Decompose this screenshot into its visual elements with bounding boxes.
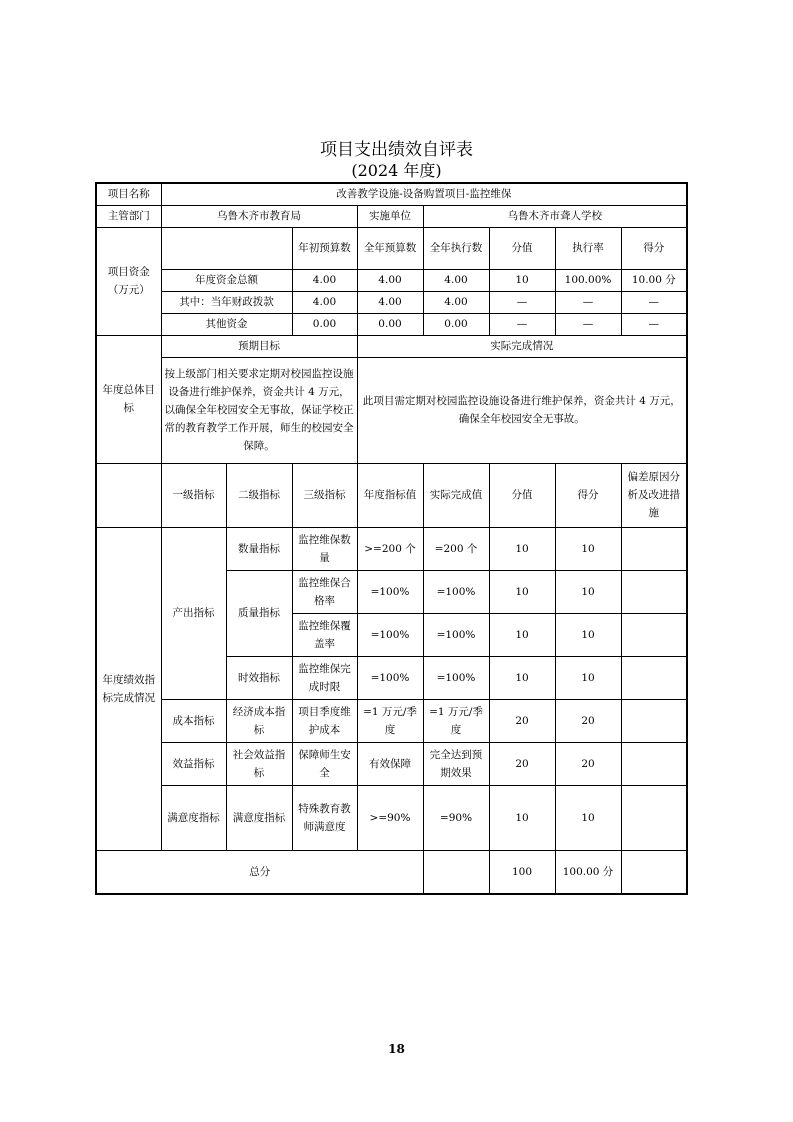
funds-cell: 0.00 xyxy=(423,313,489,335)
actual-value: =100% xyxy=(423,570,489,613)
funds-cell: — xyxy=(555,313,621,335)
actual-value: =1 万元/季度 xyxy=(423,699,489,742)
funds-header: 全年执行数 xyxy=(423,227,489,269)
indicators-header: 三级指标 xyxy=(292,463,357,527)
got-value: 20 xyxy=(555,742,621,785)
got-value: 10 xyxy=(555,785,621,850)
indicator-row xyxy=(96,742,687,785)
l3-indicator: 保障师生安全 xyxy=(292,742,357,785)
target-value: =1 万元/季度 xyxy=(357,699,423,742)
funds-cell: 4.00 xyxy=(292,291,357,313)
actual-value: =100% xyxy=(423,613,489,656)
funds-row xyxy=(96,291,687,313)
indicators-header-blank xyxy=(96,463,161,527)
indicators-label: 年度绩效指标完成情况 xyxy=(96,527,161,850)
indicator-row xyxy=(96,527,687,570)
dept-label: 主管部门 xyxy=(96,205,161,227)
indicators-header: 得分 xyxy=(555,463,621,527)
social-benefit-label: 社会效益指标 xyxy=(226,742,292,785)
total-score: 100 xyxy=(489,850,555,894)
target-value: >=200 个 xyxy=(357,527,423,570)
goals-label: 年度总体目标 xyxy=(96,335,161,463)
target-value: >=90% xyxy=(357,785,423,850)
expected-header: 预期目标 xyxy=(161,335,357,357)
deviation-note xyxy=(621,570,687,613)
indicators-header: 年度指标值 xyxy=(357,463,423,527)
got-value: 20 xyxy=(555,699,621,742)
funds-header-row xyxy=(96,227,687,269)
indicators-header-row xyxy=(96,463,687,527)
total-row xyxy=(96,850,687,894)
funds-cell: 10.00 分 xyxy=(621,269,687,291)
total-got: 100.00 分 xyxy=(555,850,621,894)
dept-row xyxy=(96,205,687,227)
actual-header: 实际完成情况 xyxy=(357,335,687,357)
total-label: 总分 xyxy=(96,850,423,894)
score-value: 10 xyxy=(489,656,555,699)
funds-row xyxy=(96,313,687,335)
unit-value: 乌鲁木齐市聋人学校 xyxy=(423,205,687,227)
output-indicator-label: 产出指标 xyxy=(161,527,226,699)
funds-label: 项目资金（万元） xyxy=(96,227,161,335)
deviation-note xyxy=(621,527,687,570)
indicators-header: 实际完成值 xyxy=(423,463,489,527)
page-title: 项目支出绩效自评表 xyxy=(320,140,473,160)
funds-cell: — xyxy=(489,313,555,335)
score-value: 20 xyxy=(489,742,555,785)
l3-indicator: 项目季度维护成本 xyxy=(292,699,357,742)
actual-value: 完全达到预期效果 xyxy=(423,742,489,785)
funds-cell: 4.00 xyxy=(423,291,489,313)
total-blank xyxy=(423,850,489,894)
indicators-header: 偏差原因分析及改进措施 xyxy=(621,463,687,527)
quantity-indicator-label: 数量指标 xyxy=(226,527,292,570)
got-value: 10 xyxy=(555,527,621,570)
funds-header-blank xyxy=(161,227,292,269)
target-value: =100% xyxy=(357,656,423,699)
indicators-header: 二级指标 xyxy=(226,463,292,527)
indicator-row xyxy=(96,699,687,742)
satisfaction-indicator-label: 满意度指标 xyxy=(161,785,226,850)
actual-value: =200 个 xyxy=(423,527,489,570)
actual-value: =90% xyxy=(423,785,489,850)
funds-row-label: 其中：当年财政拨款 xyxy=(161,291,292,313)
funds-cell: — xyxy=(621,291,687,313)
cost-indicator-label: 成本指标 xyxy=(161,699,226,742)
indicators-header: 分值 xyxy=(489,463,555,527)
funds-cell: 4.00 xyxy=(357,269,423,291)
funds-cell: 4.00 xyxy=(292,269,357,291)
target-value: =100% xyxy=(357,613,423,656)
got-value: 10 xyxy=(555,613,621,656)
l3-indicator: 监控维保合格率 xyxy=(292,570,357,613)
funds-header: 得分 xyxy=(621,227,687,269)
score-value: 10 xyxy=(489,785,555,850)
economic-cost-label: 经济成本指标 xyxy=(226,699,292,742)
funds-cell: — xyxy=(489,291,555,313)
project-name-value: 改善教学设施-设备购置项目-监控维保 xyxy=(161,183,687,205)
total-note xyxy=(621,850,687,894)
page-subtitle: (2024 年度) xyxy=(351,161,442,180)
funds-header: 年初预算数 xyxy=(292,227,357,269)
score-value: 10 xyxy=(489,613,555,656)
timeliness-indicator-label: 时效指标 xyxy=(226,656,292,699)
deviation-note xyxy=(621,699,687,742)
score-value: 20 xyxy=(489,699,555,742)
funds-row-label: 年度资金总额 xyxy=(161,269,292,291)
funds-cell: 10 xyxy=(489,269,555,291)
got-value: 10 xyxy=(555,570,621,613)
l3-indicator: 监控维保完成时限 xyxy=(292,656,357,699)
funds-cell: 100.00% xyxy=(555,269,621,291)
satisfaction-l2-label: 满意度指标 xyxy=(226,785,292,850)
target-value: =100% xyxy=(357,570,423,613)
dept-value: 乌鲁木齐市教育局 xyxy=(161,205,357,227)
performance-table xyxy=(95,182,688,895)
funds-header: 全年预算数 xyxy=(357,227,423,269)
deviation-note xyxy=(621,656,687,699)
l3-indicator: 特殊教育教师满意度 xyxy=(292,785,357,850)
funds-cell: — xyxy=(621,313,687,335)
project-name-label: 项目名称 xyxy=(96,183,161,205)
funds-header: 执行率 xyxy=(555,227,621,269)
benefit-indicator-label: 效益指标 xyxy=(161,742,226,785)
got-value: 10 xyxy=(555,656,621,699)
quality-indicator-label: 质量指标 xyxy=(226,570,292,656)
indicator-row xyxy=(96,785,687,850)
funds-cell: — xyxy=(555,291,621,313)
target-value: 有效保障 xyxy=(357,742,423,785)
actual-value: =100% xyxy=(423,656,489,699)
funds-row xyxy=(96,269,687,291)
funds-row-label: 其他资金 xyxy=(161,313,292,335)
l3-indicator: 监控维保数量 xyxy=(292,527,357,570)
actual-goal-text: 此项目需定期对校园监控设施设备进行维护保养，资金共计 4 万元，确保全年校园安全无事故。 xyxy=(357,357,687,463)
deviation-note xyxy=(621,613,687,656)
funds-cell: 0.00 xyxy=(357,313,423,335)
indicators-header: 一级指标 xyxy=(161,463,226,527)
funds-cell: 0.00 xyxy=(292,313,357,335)
goals-header-row xyxy=(96,335,687,357)
unit-label: 实施单位 xyxy=(357,205,423,227)
expected-goal-text: 按上级部门相关要求定期对校园监控设施设备进行维护保养，资金共计 4 万元，以确保全年校园安全无事故，保证学校正常的教育教学工作开展，师生的校园安全保障。 xyxy=(161,357,357,463)
funds-header: 分值 xyxy=(489,227,555,269)
goals-content-row xyxy=(96,357,687,463)
funds-cell: 4.00 xyxy=(423,269,489,291)
deviation-note xyxy=(621,742,687,785)
score-value: 10 xyxy=(489,570,555,613)
l3-indicator: 监控维保覆盖率 xyxy=(292,613,357,656)
funds-cell: 4.00 xyxy=(357,291,423,313)
deviation-note xyxy=(621,785,687,850)
project-name-row xyxy=(96,183,687,205)
page-number: 18 xyxy=(388,1042,405,1056)
score-value: 10 xyxy=(489,527,555,570)
